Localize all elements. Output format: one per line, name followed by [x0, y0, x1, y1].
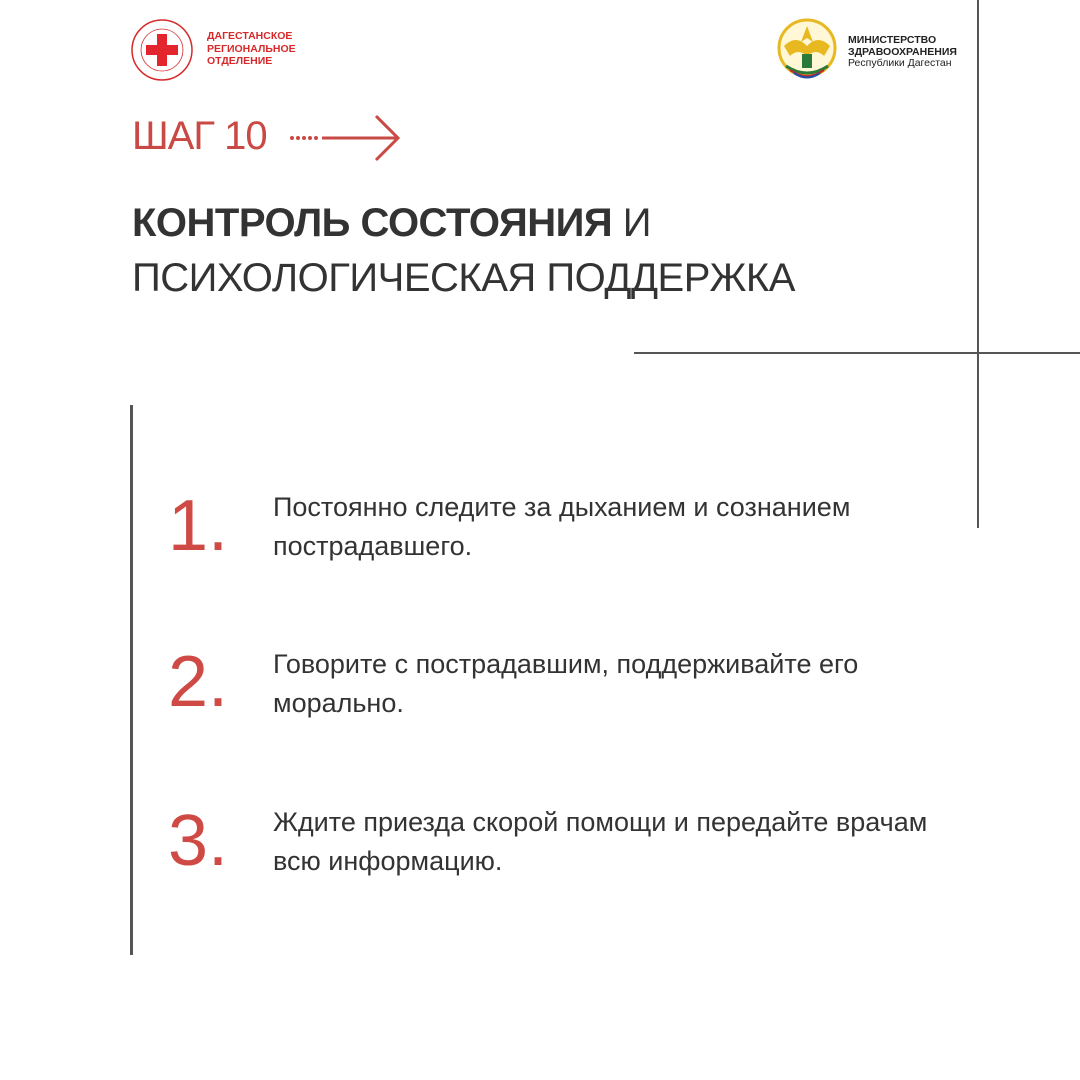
list-item-text: Постоянно следите за дыханием и сознанием пострадавшего.: [273, 492, 851, 561]
ministry-name-line: ЗДРАВООХРАНЕНИЯ: [848, 45, 957, 58]
page-title: [132, 196, 795, 306]
list-number: 1.: [168, 486, 229, 566]
org-name-line: РЕГИОНАЛЬНОЕ: [207, 42, 296, 55]
list-number: 3.: [168, 801, 229, 881]
decorative-horizontal-line: [634, 352, 1080, 354]
list-item-text: Ждите приезда скорой помощи и передайте врачам всю информацию.: [273, 807, 928, 876]
red-cross-org-name: [207, 30, 296, 68]
ministry-name-line: МИНИСТЕРСТВО: [848, 34, 937, 46]
org-name-line: ДАГЕСТАНСКОЕ: [207, 30, 293, 42]
dagestan-emblem-logo: [776, 16, 838, 82]
decorative-vertical-line: [977, 0, 979, 528]
ministry-name-line: Республики Дагестан: [848, 57, 952, 69]
list-divider-line: [130, 405, 133, 955]
list-item-text: Говорите с пострадавшим, поддерживайте его морально.: [273, 649, 859, 718]
title-line-2: ПСИХОЛОГИЧЕСКАЯ ПОДДЕРЖКА: [132, 256, 795, 300]
step-label: ШАГ 10: [132, 114, 267, 158]
ministry-name: [848, 35, 957, 70]
org-name-line: ОТДЕЛЕНИЕ: [207, 55, 273, 67]
red-cross-logo: [130, 18, 194, 82]
dotted-arrow-icon: [288, 114, 404, 162]
title-bold-part: КОНТРОЛЬ СОСТОЯНИЯ: [132, 201, 613, 245]
list-number: 2.: [168, 642, 229, 722]
title-rest: И: [612, 201, 651, 245]
